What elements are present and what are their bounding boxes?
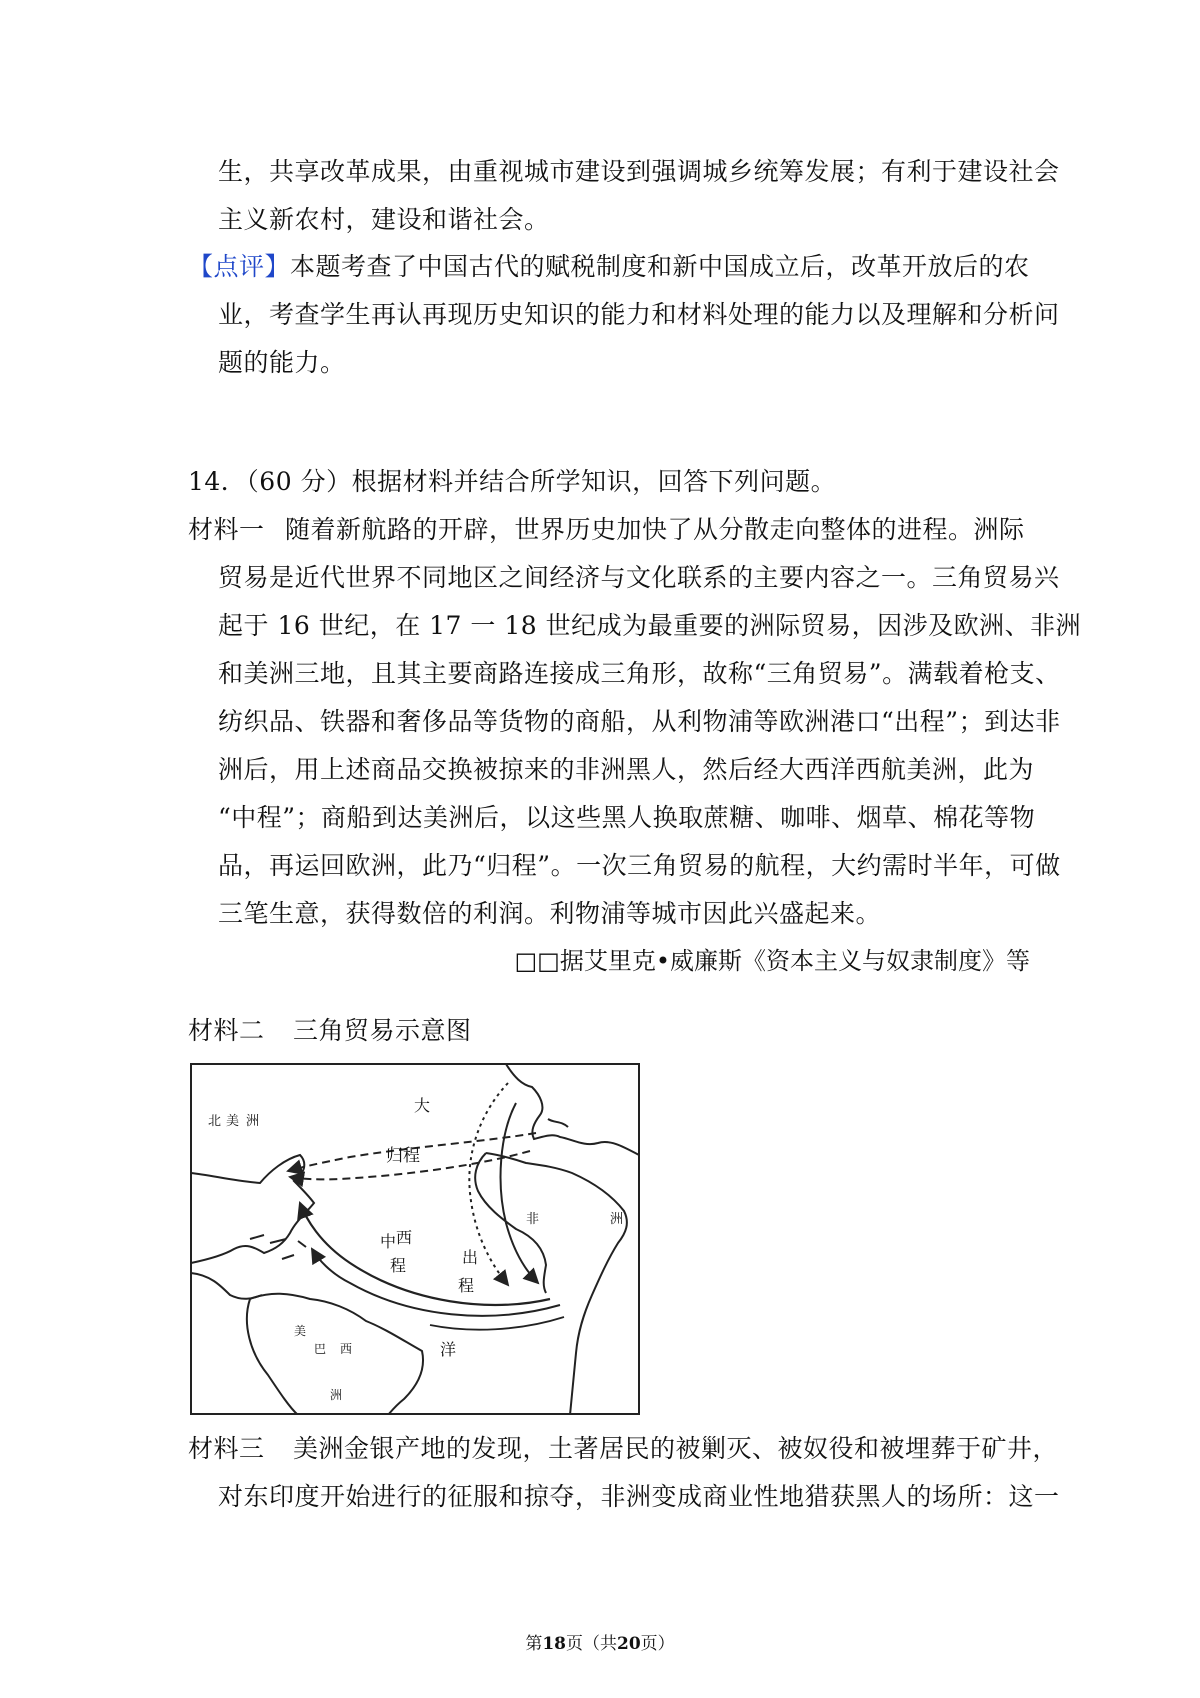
material3-label: 材料三 bbox=[188, 1434, 265, 1463]
material2-title: 三角贸易示意图 bbox=[293, 1016, 472, 1045]
map-label: 大 bbox=[414, 1096, 431, 1115]
comment-line bbox=[188, 251, 1030, 283]
map-label: 归程 bbox=[386, 1146, 420, 1166]
question-stem: 14．（60 分）根据材料并结合所学知识，回答下列问题。 bbox=[188, 467, 837, 496]
map-label: 非 bbox=[526, 1212, 540, 1227]
material1-label: 材料一 bbox=[188, 515, 265, 544]
material1-line: 起于 16 世纪，在 17 一 18 世纪成为最重要的洲际贸易，因涉及欧洲、非洲 bbox=[218, 611, 1082, 640]
map-label: 洲 bbox=[610, 1212, 624, 1227]
footer-post: 页） bbox=[640, 1634, 675, 1654]
material1-line: 品，再运回欧洲，此乃“归程”。一次三角贸易的航程，大约需时半年，可做 bbox=[218, 851, 1061, 880]
map-label: 程 bbox=[458, 1276, 475, 1295]
map-label: 出 bbox=[462, 1248, 479, 1267]
material3-line: 美洲金银产地的发现，土著居民的被剿灭、被奴役和被埋葬于矿井， bbox=[293, 1434, 1059, 1463]
page-footer bbox=[0, 1629, 1200, 1654]
triangle-trade-map bbox=[190, 1063, 640, 1415]
material3-line: 对东印度开始进行的征服和掠夺，非洲变成商业性地猎获黑人的场所：这一 bbox=[218, 1482, 1060, 1511]
footer-pre: 第 bbox=[525, 1634, 543, 1654]
map-label: 美 bbox=[294, 1324, 307, 1338]
map-label: 洋 bbox=[440, 1340, 457, 1359]
material1-line: 随着新航路的开辟，世界历史加快了从分散走向整体的进程。洲际 bbox=[285, 515, 1025, 544]
map-label: 中 bbox=[380, 1232, 397, 1251]
material1-line: 洲后，用上述商品交换被掠来的非洲黑人，然后经大西洋西航美洲，此为 bbox=[218, 755, 1035, 784]
paragraph-line: 生，共享改革成果，由重视城市建设到强调城乡统筹发展；有利于建设社会 bbox=[218, 157, 1060, 186]
map-label: 洲 bbox=[246, 1114, 260, 1129]
map-label: 西 bbox=[340, 1342, 353, 1356]
material1-line: 纺织品、铁器和奢侈品等货物的商船，从利物浦等欧洲港口“出程”；到达非 bbox=[218, 707, 1061, 736]
map-label: 程 bbox=[390, 1256, 407, 1275]
comment-line: 业，考查学生再认再现历史知识的能力和材料处理的能力以及理解和分析问 bbox=[218, 300, 1060, 329]
map-label: 西 bbox=[396, 1228, 413, 1247]
footer-mid: 页（共 bbox=[566, 1634, 617, 1654]
page-number: 18 bbox=[542, 1634, 566, 1654]
map-label: 美 bbox=[226, 1114, 240, 1129]
map-label: 北 bbox=[208, 1114, 222, 1129]
paragraph-line: 主义新农村，建设和谐社会。 bbox=[218, 205, 550, 234]
comment-tag: 【点评】 bbox=[188, 252, 291, 281]
material1-line: “中程”；商船到达美洲后，以这些黑人换取蔗糖、咖啡、烟草、棉花等物 bbox=[218, 803, 1036, 832]
material1-line: 三笔生意，获得数倍的利润。利物浦等城市因此兴盛起来。 bbox=[218, 899, 882, 928]
material1-source: □□据艾里克•威廉斯《资本主义与奴隶制度》等 bbox=[514, 947, 1030, 975]
material2-label: 材料二 bbox=[188, 1016, 265, 1045]
comment-line: 题的能力。 bbox=[218, 348, 346, 377]
map-label: 巴 bbox=[314, 1342, 327, 1356]
material1-line: 和美洲三地，且其主要商路连接成三角形，故称“三角贸易”。满载着枪支、 bbox=[218, 659, 1061, 688]
material1-line: 贸易是近代世界不同地区之间经济与文化联系的主要内容之一。三角贸易兴 bbox=[218, 563, 1060, 592]
map-label: 洲 bbox=[330, 1388, 343, 1402]
comment-text: 本题考查了中国古代的赋税制度和新中国成立后，改革开放后的农 bbox=[290, 252, 1030, 281]
page-total: 20 bbox=[617, 1634, 641, 1654]
